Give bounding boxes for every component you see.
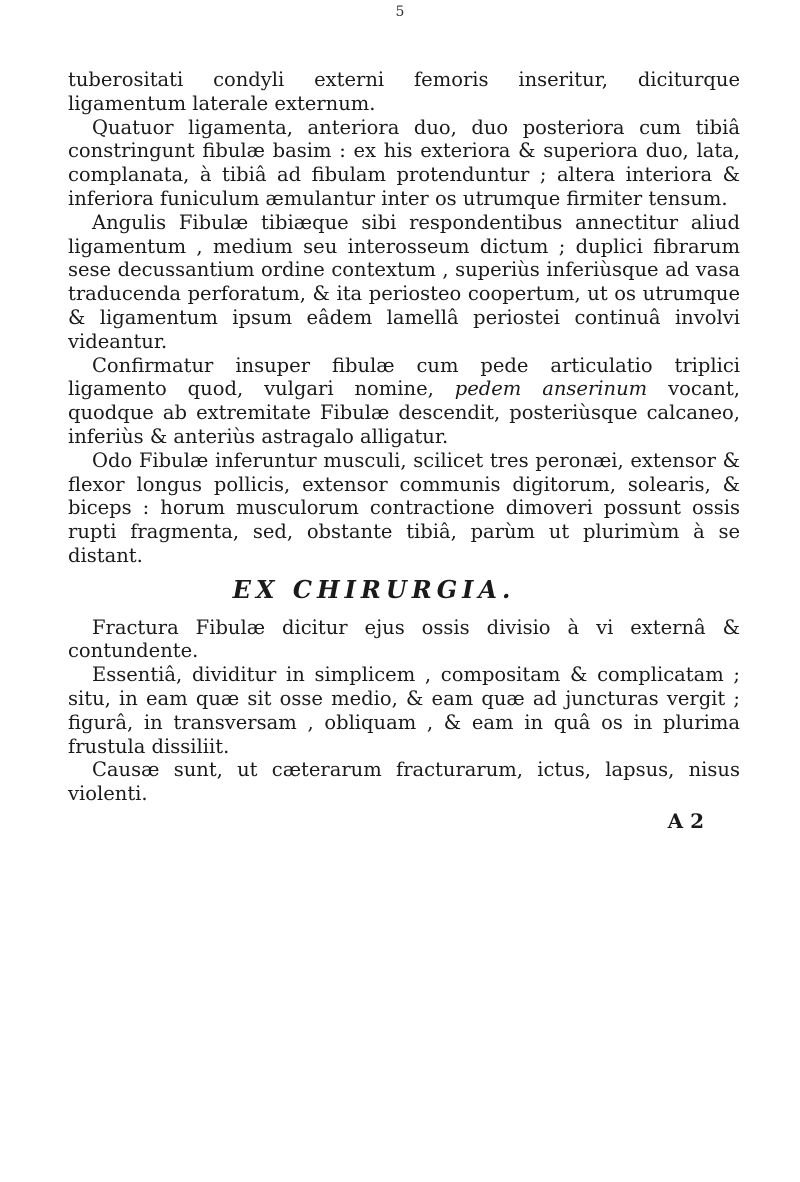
page-number: 5 [395,4,405,20]
paragraph-causae: Causæ sunt, ut cæterarum fracturarum, ictus, lapsus, nisus violenti. [68,758,740,806]
signature-mark: A 2 [667,808,704,833]
paragraph-continuation: tuberositati condyli externi femoris inseritur, diciturque ligamentum laterale externum. [68,68,740,115]
confirmatur-italic-term: pedem anserinum [454,377,648,401]
paragraph-essentia: Essentiâ, dividitur in simplicem , compositam & complicatam ; situ, in eam quæ sit osse medio, & eam quæ ad juncturas vergit ; figurâ, in transversam , obliquam , & eam in quâ os in plurima frustula dissiliit. [68,663,740,758]
paragraph-quatuor-ligamenta: Quatuor ligamenta, anteriora duo, duo posteriora cum tibiâ constringunt fibulæ basim : ex his exteriora & superiora duo, lata, complanata, à tibiâ ad fibulam protenduntur ; altera interiora & inferiora funiculum æmulantur inter os utrumque firmiter tensum. [68,115,740,210]
text-block [68,68,740,834]
paragraph-fractura: Fractura Fibulæ dicitur ejus ossis divisio à vi externâ & contundente. [68,615,740,663]
confirmatur-text-before: Confirmatur insuper fibulæ cum pede articulatio triplici ligamento quod, vulgari nomine, [68,353,740,401]
paragraph-musculi: Odo Fibulæ inferuntur musculi, scilicet tres peronæi, extensor & flexor longus pollicis, extensor communis digitorum, solearis, & biceps : horum musculorum contractione dimoveri possunt ossis rupti fragmenta, sed, obstante tibiâ, parùm ut plurimùm à se distant. [68,448,740,567]
paragraph-angulis: Angulis Fibulæ tibiæque sibi respondentibus annectitur aliud ligamentum , medium seu interosseum dictum ; duplici fibrarum sese decussantium ordine contextum , superiùs inferiùsque ad vasa traducenda perforatum, & ita periosteo coopertum, ut os utrumque & ligamentum ipsum eâdem lamellâ periostei continuâ involvi videantur. [68,210,740,353]
section-heading: EX CHIRURGIA. [232,574,516,604]
paragraph-confirmatur [68,354,740,449]
confirmatur-text-after: vocant, quodque ab extremitate Fibulæ descendit, posteriùsque calcaneo, inferiùs & anteriùs astragalo alligatur. [68,377,740,448]
